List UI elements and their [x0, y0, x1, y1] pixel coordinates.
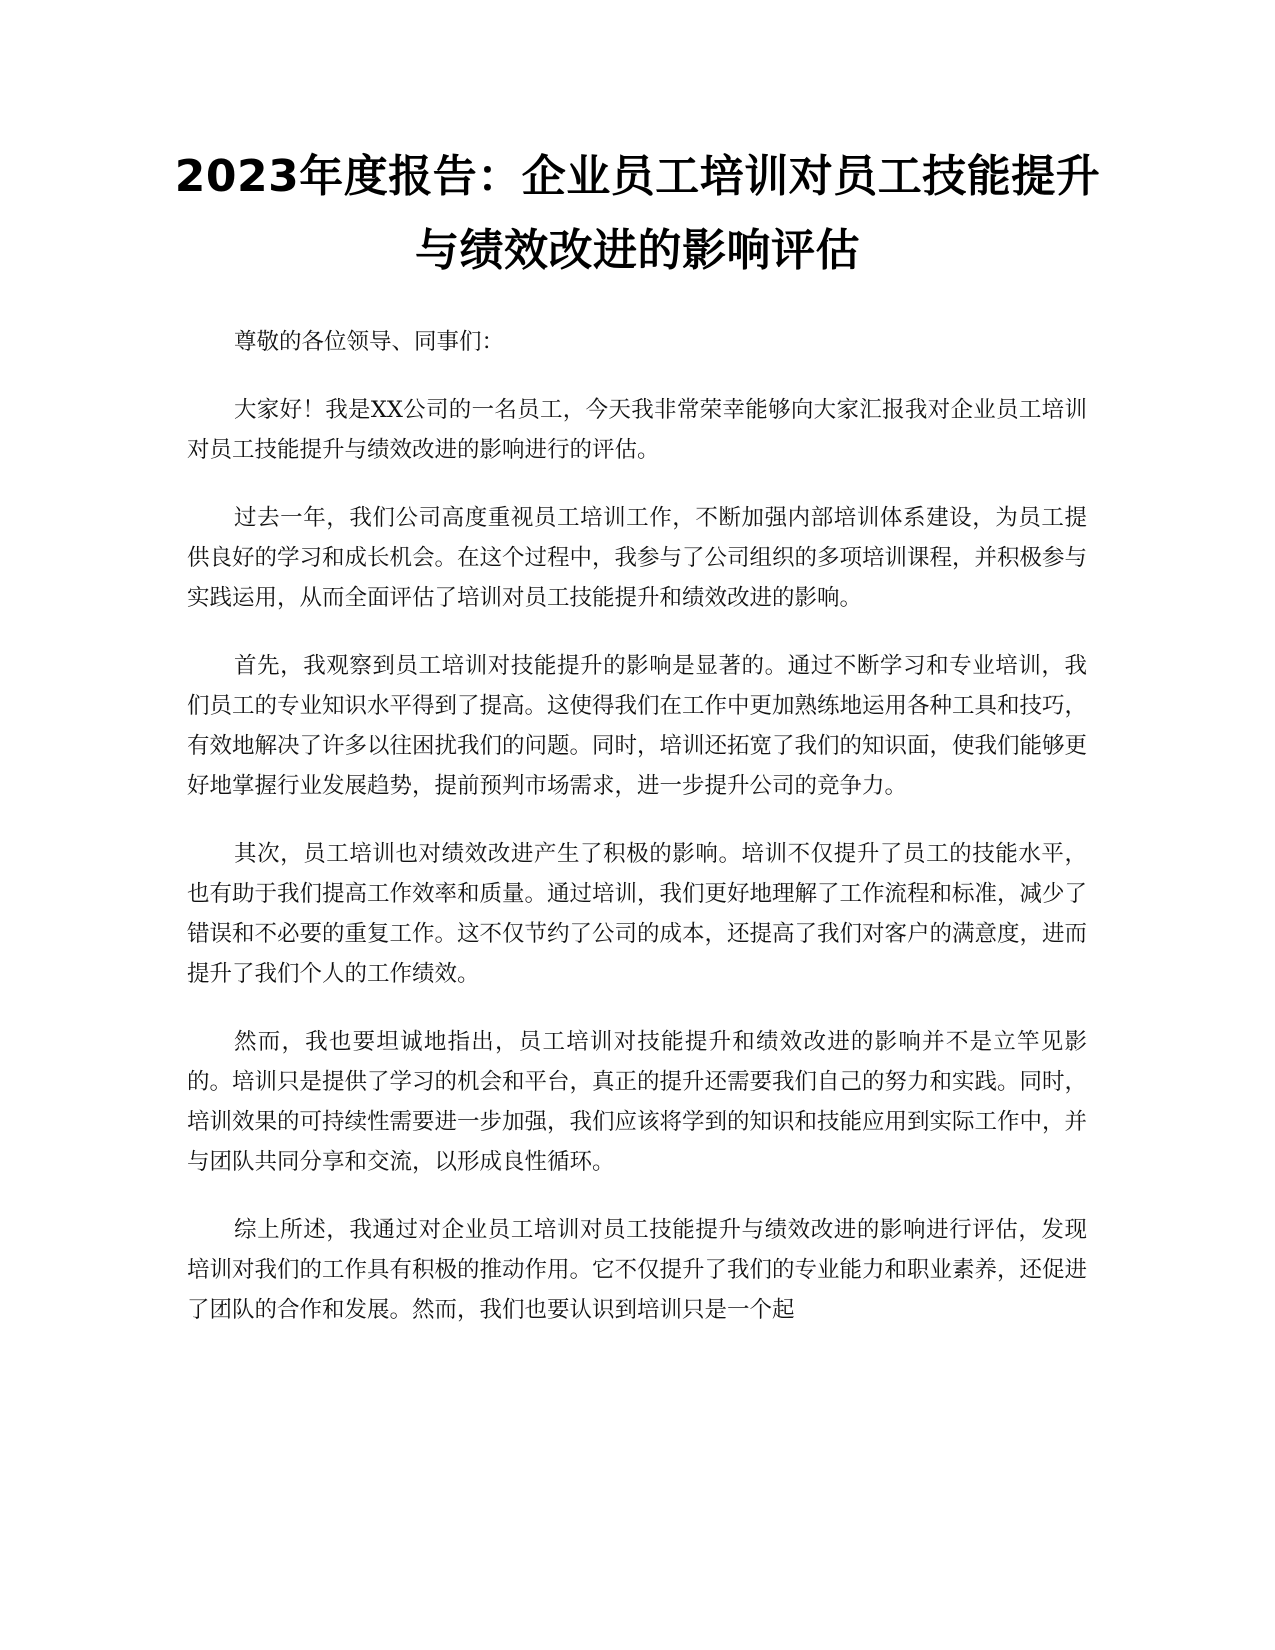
paragraph-background: 过去一年，我们公司高度重视员工培训工作，不断加强内部培训体系建设，为员工提供良好的学习和成长机会。在这个过程中，我参与了公司组织的多项培训课程，并积极参与实践运用，从而全面评估了培训对员工技能提升和绩效改进的影响。 — [187, 505, 1088, 611]
paragraph-performance-impact: 其次，员工培训也对绩效改进产生了积极的影响。培训不仅提升了员工的技能水平，也有助于我们提高工作效率和质量。通过培训，我们更好地理解了工作流程和标准，减少了错误和不必要的重复工作。这不仅节约了公司的成本，还提高了我们对客户的满意度，进而提升了我们个人的工作绩效。 — [187, 841, 1088, 987]
document-title: 2023年度报告：企业员工培训对员工技能提升与绩效改进的影响评估 — [174, 151, 1101, 276]
paragraph-greeting: 大家好！我是XX公司的一名员工，今天我非常荣幸能够向大家汇报我对企业员工培训对员工技能提升与绩效改进的影响进行的评估。 — [187, 397, 1087, 463]
paragraph-salutation: 尊敬的各位领导、同事们： — [234, 329, 505, 355]
paragraph-summary: 综上所述，我通过对企业员工培训对员工技能提升与绩效改进的影响进行评估，发现培训对我们的工作具有积极的推动作用。它不仅提升了我们的专业能力和职业素养，还促进了团队的合作和发展。然而，我们也要认识到培训只是一个起 — [187, 1217, 1088, 1323]
paragraph-skill-impact: 首先，我观察到员工培训对技能提升的影响是显著的。通过不断学习和专业培训，我们员工的专业知识水平得到了提高。这使得我们在工作中更加熟练地运用各种工具和技巧，有效地解决了许多以往困扰我们的问题。同时，培训还拓宽了我们的知识面，使我们能够更好地掌握行业发展趋势，提前预判市场需求，进一步提升公司的竞争力。 — [187, 653, 1088, 799]
paragraph-limitations: 然而，我也要坦诚地指出，员工培训对技能提升和绩效改进的影响并不是立竿见影的。培训只是提供了学习的机会和平台，真正的提升还需要我们自己的努力和实践。同时，培训效果的可持续性需要进一步加强，我们应该将学到的知识和技能应用到实际工作中，并与团队共同分享和交流，以形成良性循环。 — [187, 1029, 1088, 1175]
document-body — [187, 322, 1087, 1358]
